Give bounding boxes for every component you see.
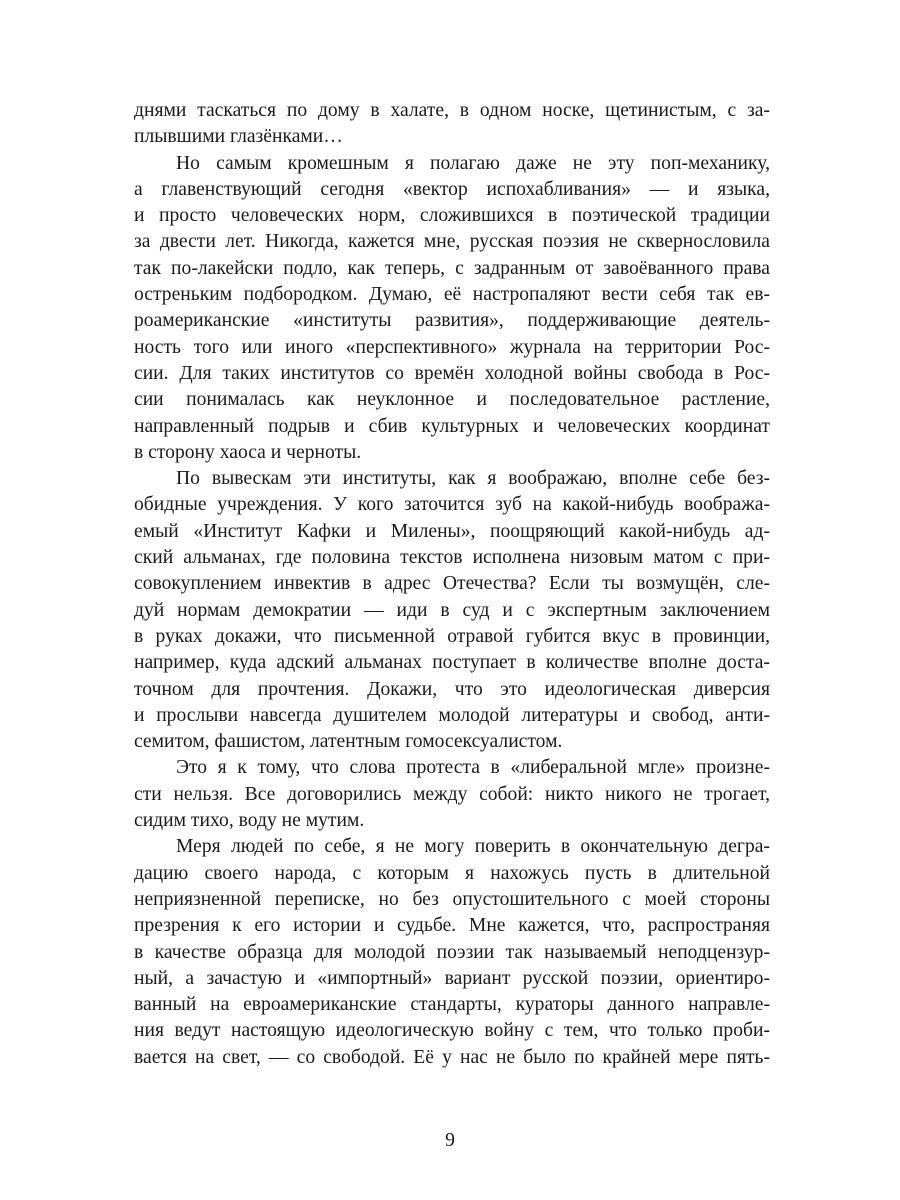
text-line: совокуплением инвектив в адрес Отечества? Если ты возмущён, сле- <box>134 573 770 595</box>
text-line: ность того или иного «перспективного» журнала на территории Рос- <box>134 336 770 358</box>
text-line: ный, а зачастую и «импортный» вариант русской поэзии, ориентиро- <box>134 967 770 989</box>
text-line: например, куда адский альманах поступает в количестве вполне доста- <box>134 652 770 674</box>
text-line: Меря людей по себе, я не могу поверить в окончательную дегра- <box>176 836 770 858</box>
text-line: в качестве образца для молодой поэзии так называемый неподцензур- <box>134 941 770 963</box>
text-line: обидные учреждения. У кого заточится зуб на какой-нибудь вообража- <box>134 494 770 516</box>
text-line: ванный на евроамериканские стандарты, кураторы данного направле- <box>134 994 770 1016</box>
text-line: дацию своего народа, с которым я нахожусь пусть в длительной <box>134 862 770 884</box>
text-line: Но самым кромешным я полагаю даже не эту поп-механику, <box>176 152 770 174</box>
text-line: точном для прочтения. Докажи, что это идеологическая диверсия <box>134 678 770 700</box>
text-line: дуй нормам демократии — иди в суд и с экспертным заключением <box>134 599 770 621</box>
text-line: неприязненной переписке, но без опустошительного с моей стороны <box>134 888 770 910</box>
text-line: ния ведут настоящую идеологическую войну с тем, что только проби- <box>134 1020 770 1042</box>
text-line: сии. Для таких институтов со времён холодной войны свобода в Рос- <box>134 362 770 384</box>
text-line: сти нельзя. Все договорились между собой: никто никого не трогает, <box>134 783 770 805</box>
text-line: роамериканские «институты развития», поддерживающие деятель- <box>134 310 770 332</box>
text-line: и просто человеческих норм, сложившихся в поэтической традиции <box>134 205 770 227</box>
page-number: 9 <box>445 1130 455 1151</box>
text-line: направленный подрыв и сбив культурных и человеческих координат <box>134 415 770 437</box>
text-line: вается на свет, — со свободой. Её у нас не было по крайней мере пять- <box>134 1046 770 1068</box>
text-line: а главенствующий сегодня «вектор испохабливания» — и языка, <box>134 178 770 200</box>
text-line: сидим тихо, воду не мутим. <box>134 810 365 832</box>
text-line: презрения к его истории и судьбе. Мне кажется, что, распространяя <box>134 915 770 937</box>
text-line: сии понималась как неуклонное и последовательное растление, <box>134 389 770 411</box>
text-line: остреньким подбородком. Думаю, её настропаляют вести себя так ев- <box>134 284 770 306</box>
text-line: в руках докажи, что письменной отравой губится вкус в провинции, <box>134 625 770 647</box>
text-line: в сторону хаоса и черноты. <box>134 441 362 463</box>
text-line: емый «Институт Кафки и Милены», поощряющий какой-нибудь ад- <box>134 520 770 542</box>
text-line: По вывескам эти институты, как я воображаю, вполне себе без- <box>176 468 770 490</box>
text-line: плывшими глазёнками… <box>134 126 343 148</box>
text-line: за двести лет. Никогда, кажется мне, русская поэзия не сквернословила <box>134 231 770 253</box>
text-line: семитом, фашистом, латентным гомосексуалистом. <box>134 731 563 753</box>
text-line: ский альманах, где половина текстов исполнена низовым матом с при- <box>134 547 770 569</box>
text-line: так по-лакейски подло, как теперь, с задранным от завоёванного права <box>134 257 770 279</box>
text-line: днями таскаться по дому в халате, в одном носке, щетинистым, с за- <box>134 100 770 121</box>
text-line: Это я к тому, что слова протеста в «либеральной мгле» произне- <box>176 757 770 779</box>
body-text <box>134 98 770 1071</box>
text-line: и прослыви навсегда душителем молодой литературы и свобод, анти- <box>134 704 770 726</box>
